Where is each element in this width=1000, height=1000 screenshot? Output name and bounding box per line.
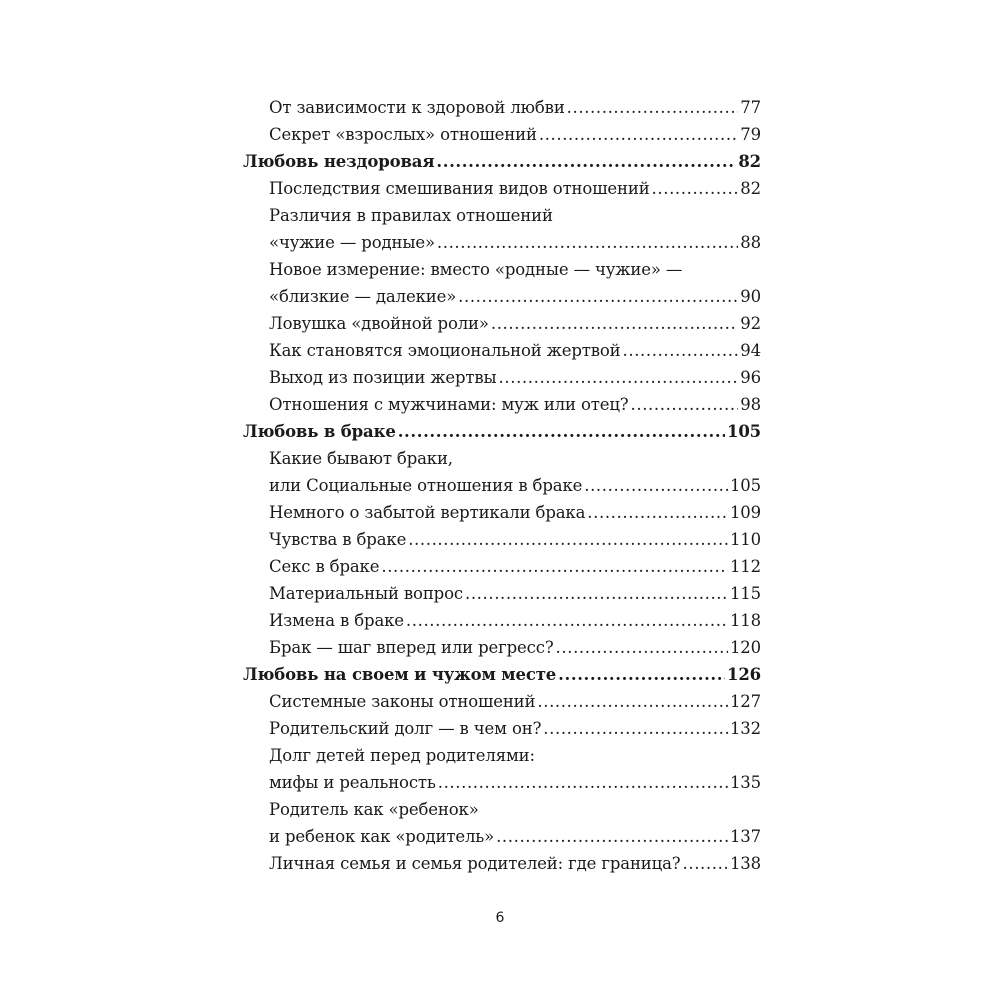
toc-entry-title: «близкие — далекие»: [269, 287, 457, 306]
toc-page-number: 137: [729, 827, 761, 846]
toc-entry-title: Родительский долг — в чем он?: [269, 719, 542, 738]
toc-section-entry: [243, 256, 761, 310]
toc-section-entry: [243, 337, 761, 364]
toc-entry-title-line: Родитель как «ребенок»: [269, 800, 479, 819]
toc-section-entry: [243, 391, 761, 418]
dot-leader: [406, 607, 728, 634]
toc-page-number: 92: [740, 314, 761, 333]
toc-entry-title: мифы и реальность: [269, 773, 436, 792]
dot-leader: [436, 148, 736, 175]
toc-section-entry: [243, 715, 761, 742]
toc-entry-title: или Социальные отношения в браке: [269, 476, 583, 495]
toc-page-number: 79: [740, 125, 761, 144]
toc-page-number: 94: [740, 341, 761, 360]
toc-entry-title-line: Какие бывают браки,: [269, 449, 453, 468]
toc-entry-title: и ребенок как «родитель»: [269, 827, 495, 846]
dot-leader: [491, 310, 738, 337]
toc-entry-title: Чувства в браке: [269, 530, 407, 549]
toc-page-number: 118: [729, 611, 761, 630]
toc-entry-title: «чужие — родные»: [269, 233, 435, 252]
toc-page-number: 98: [740, 395, 761, 414]
toc-entry-title: Системные законы отношений: [269, 692, 536, 711]
toc-page-number: 110: [729, 530, 761, 549]
toc-page-number: 127: [729, 692, 761, 711]
dot-leader: [584, 472, 728, 499]
dot-leader: [623, 337, 739, 364]
toc-section-entry: [243, 607, 761, 634]
toc-entry-title: Секс в браке: [269, 557, 380, 576]
toc-entry-title: Немного о забытой вертикали брака: [269, 503, 586, 522]
toc-section-entry: [243, 121, 761, 148]
dot-leader: [458, 283, 738, 310]
toc-section-entry: [243, 94, 761, 121]
toc-section-entry: [243, 850, 761, 877]
toc-page-number: 90: [740, 287, 761, 306]
dot-leader: [558, 661, 725, 688]
toc-section-entry: [243, 202, 761, 256]
toc-entry-title-line: Различия в правилах отношений: [269, 206, 553, 225]
toc-page-number: 105: [729, 476, 761, 495]
toc-entry-title: Брак — шаг вперед или регресс?: [269, 638, 554, 657]
toc-page-number: 82: [738, 152, 761, 171]
dot-leader: [398, 418, 725, 445]
dot-leader: [438, 769, 728, 796]
toc-section-entry: [243, 526, 761, 553]
toc-entry-title: Любовь на своем и чужом месте: [243, 665, 557, 684]
dot-leader: [496, 823, 728, 850]
toc-page-number: 138: [729, 854, 761, 873]
dot-leader: [539, 121, 738, 148]
toc-page-number: 82: [740, 179, 761, 198]
toc-page-number: 109: [729, 503, 761, 522]
dot-leader: [683, 850, 728, 877]
toc-section-entry: [243, 634, 761, 661]
toc-entry-title: Любовь нездоровая: [243, 152, 435, 171]
toc-section-entry: [243, 310, 761, 337]
toc-page-number: 120: [729, 638, 761, 657]
toc-section-entry: [243, 688, 761, 715]
toc-section-entry: [243, 580, 761, 607]
toc-chapter-entry: [243, 148, 761, 175]
toc-page-number: 88: [740, 233, 761, 252]
toc-section-entry: [243, 445, 761, 499]
dot-leader: [437, 229, 738, 256]
toc-entry-title: Отношения с мужчинами: муж или отец?: [269, 395, 629, 414]
dot-leader: [631, 391, 739, 418]
toc-entry-title: Как становятся эмоциональной жертвой: [269, 341, 621, 360]
toc-section-entry: [243, 364, 761, 391]
dot-leader: [537, 688, 728, 715]
toc-page-number: 115: [729, 584, 761, 603]
toc-entry-title: Материальный вопрос: [269, 584, 463, 603]
table-of-contents: [243, 94, 761, 877]
toc-section-entry: [243, 499, 761, 526]
toc-page-number: 112: [729, 557, 761, 576]
toc-entry-title-line: Долг детей перед родителями:: [269, 746, 535, 765]
dot-leader: [567, 94, 739, 121]
dot-leader: [556, 634, 728, 661]
toc-entry-title: От зависимости к здоровой любви: [269, 98, 565, 117]
dot-leader: [652, 175, 739, 202]
dot-leader: [499, 364, 739, 391]
toc-entry-title: Измена в браке: [269, 611, 404, 630]
toc-page-number: 77: [740, 98, 761, 117]
toc-page-number: 105: [727, 422, 761, 441]
dot-leader: [543, 715, 728, 742]
toc-entry-title: Секрет «взрослых» отношений: [269, 125, 537, 144]
toc-entry-title: Выход из позиции жертвы: [269, 368, 497, 387]
toc-entry-title: Последствия смешивания видов отношений: [269, 179, 650, 198]
toc-section-entry: [243, 553, 761, 580]
dot-leader: [587, 499, 728, 526]
dot-leader: [465, 580, 728, 607]
page-number: 6: [495, 910, 505, 926]
toc-section-entry: [243, 742, 761, 796]
toc-entry-title: Любовь в браке: [243, 422, 396, 441]
toc-entry-title: Личная семья и семья родителей: где граница?: [269, 854, 681, 873]
toc-page-number: 132: [729, 719, 761, 738]
toc-entry-title: Ловушка «двойной роли»: [269, 314, 489, 333]
toc-entry-title-line: Новое измерение: вместо «родные — чужие» —: [269, 260, 683, 279]
toc-section-entry: [243, 175, 761, 202]
dot-leader: [408, 526, 728, 553]
toc-page-number: 135: [729, 773, 761, 792]
dot-leader: [381, 553, 728, 580]
toc-page-number: 96: [740, 368, 761, 387]
toc-chapter-entry: [243, 661, 761, 688]
toc-page-number: 126: [727, 665, 761, 684]
toc-chapter-entry: [243, 418, 761, 445]
toc-section-entry: [243, 796, 761, 850]
